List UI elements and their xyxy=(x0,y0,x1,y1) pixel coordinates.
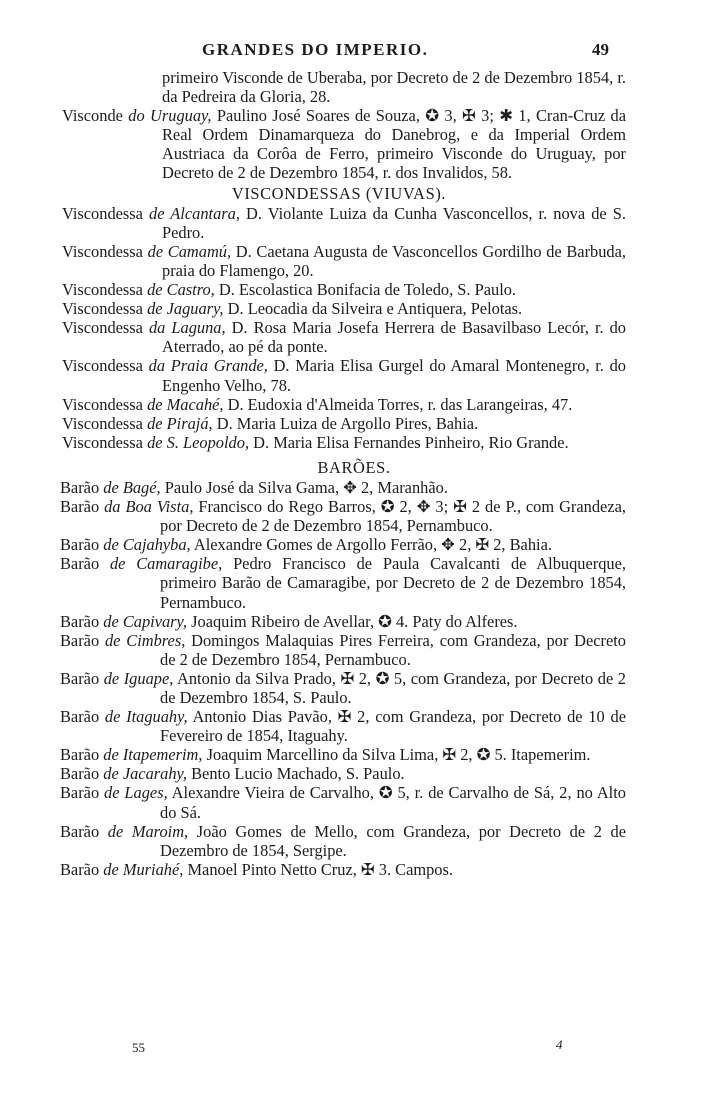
entry-text: Bento Lucio Machado, S. Paulo. xyxy=(191,764,405,784)
entry-label: Barão xyxy=(60,630,100,650)
list-item xyxy=(52,669,626,707)
list-item xyxy=(52,414,626,433)
entry-title: de S. Leopoldo, xyxy=(147,432,250,452)
entry-label: Barão xyxy=(60,554,100,574)
list-item xyxy=(52,478,626,497)
entry-text: D. Maria Elisa Gurgel do Amaral Montenegro, r. do Engenho Velho, 78. xyxy=(162,356,626,395)
entry-title: de Cajahyba, xyxy=(103,535,191,555)
entry-text: Antonio da Silva Prado, ✠ 2, ✪ 5, com Grandeza, por Decreto de 2 de Dezembro 1854, S. Paulo. xyxy=(160,668,626,707)
list-item xyxy=(52,395,626,414)
entry-title: de Lages, xyxy=(104,783,168,803)
entry-title: do Uruguay, xyxy=(128,106,212,126)
list-item xyxy=(52,497,626,535)
entry-label: Viscondessa xyxy=(62,413,143,433)
entry-text: Paulino José Soares de Souza, ✪ 3, ✠ 3; ✱ 1, Cran-Cruz da Real Ordem Dinamarqueza do Danebrog, e da Imperial Ordem Austriaca da Corôa de Ferro, primeiro Visconde do Uruguay, por Decreto de 2 de Dezembro 1854, r. dos Invalidos, 58. xyxy=(162,106,626,183)
list-item xyxy=(52,822,626,860)
entry-label: Viscondessa xyxy=(62,299,143,319)
list-item xyxy=(52,707,626,745)
entry-label: Viscondessa xyxy=(62,394,143,414)
entry-text: Alexandre Vieira de Carvalho, ✪ 5, r. de Carvalho de Sá, 2, no Alto do Sá. xyxy=(160,783,626,822)
entry-title: de Capivary, xyxy=(103,611,188,631)
list-item xyxy=(52,356,626,394)
entry-title: de Jacarahy, xyxy=(103,764,187,784)
page-body xyxy=(52,68,626,879)
list-item xyxy=(52,242,626,280)
page-number: 49 xyxy=(592,40,609,59)
list-item xyxy=(52,745,626,764)
entry-title: de Macahé, xyxy=(147,394,224,414)
entry-title: de Pirajá, xyxy=(147,413,213,433)
baroes-heading: BARÕES. xyxy=(317,457,391,477)
entry-label: Barão xyxy=(60,764,100,784)
entry-text: D. Rosa Maria Josefa Herrera de Basavilbaso Lecór, r. do Aterrado, ao pé da ponte. xyxy=(162,318,627,357)
viscondessas-heading: VISCONDESSAS (VIUVAS). xyxy=(231,183,447,203)
entry-text: Joaquim Ribeiro de Avellar, ✪ 4. Paty do Alferes. xyxy=(191,611,518,631)
entry-text: D. Eudoxia d'Almeida Torres, r. das Larangeiras, 47. xyxy=(227,394,573,414)
entry-text: D. Leocadia da Silveira e Antiquera, Pelotas. xyxy=(227,299,523,319)
entry-label: Barão xyxy=(60,859,100,879)
entry-label: Barão xyxy=(60,821,100,841)
entry-title: de Iguape, xyxy=(103,668,174,688)
entry-label: Barão xyxy=(60,535,100,555)
entry-title: de Itapemerim, xyxy=(103,745,203,765)
entry-title: de Camamú, xyxy=(147,241,232,261)
entry-title: de Maroim, xyxy=(107,821,189,841)
entry-label: Viscondessa xyxy=(62,203,143,223)
list-item xyxy=(52,204,626,242)
list-item xyxy=(52,631,626,669)
list-item xyxy=(52,318,626,356)
list-item xyxy=(52,433,626,452)
entry-text: Alexandre Gomes de Argollo Ferrão, ✥ 2, ✠ 2, Bahia. xyxy=(193,535,552,555)
entry-text: Joaquim Marcellino da Silva Lima, ✠ 2, ✪ 5. Itapemerim. xyxy=(206,745,591,765)
entry-text: Manoel Pinto Netto Cruz, ✠ 3. Campos. xyxy=(187,859,453,879)
gathering-mark: 4 xyxy=(556,1037,563,1052)
entry-text: D. Violante Luiza da Cunha Vasconcellos, r. nova de S. Pedro. xyxy=(162,203,626,242)
entry-text: Domingos Malaquias Pires Ferreira, com Grandeza, por Decreto de 2 de Dezembro 1854, Pernambuco. xyxy=(160,630,626,669)
entry-title: de Bagé, xyxy=(103,477,161,497)
visconde-entry xyxy=(52,106,626,182)
list-item xyxy=(52,299,626,318)
continuation-paragraph: primeiro Visconde de Uberaba, por Decreto de 2 de Dezembro 1854, r. da Pedreira da Gloria, 28. xyxy=(162,68,626,107)
entry-label: Viscondessa xyxy=(62,432,143,452)
entry-label: Barão xyxy=(60,745,100,765)
viscondessas-list xyxy=(52,204,626,452)
entry-title: da Laguna, xyxy=(148,318,226,338)
signature-mark: 55 xyxy=(132,1040,145,1055)
list-item xyxy=(52,783,626,821)
running-head: GRANDES DO IMPERIO. xyxy=(202,40,429,59)
list-item xyxy=(52,860,626,879)
entry-text: João Gomes de Mello, com Grandeza, por Decreto de 2 de Dezembro de 1854, Sergipe. xyxy=(160,821,626,860)
entry-title: de Cimbres, xyxy=(104,630,186,650)
entry-text: D. Maria Luiza de Argollo Pires, Bahia. xyxy=(216,413,479,433)
list-item xyxy=(52,764,626,783)
entry-label: Viscondessa xyxy=(62,318,143,338)
entry-label: Barão xyxy=(60,668,100,688)
entry-text: Pedro Francisco de Paula Cavalcanti de Albuquerque, primeiro Barão de Camaragibe, por Decreto de 2 de Dezembro 1854, Pernambuco. xyxy=(160,554,626,612)
entry-title: da Praia Grande, xyxy=(148,356,268,376)
entry-title: de Castro, xyxy=(147,280,215,300)
entry-text: D. Caetana Augusta de Vasconcellos Gordilho de Barbuda, praia do Flamengo, 20. xyxy=(162,241,626,280)
list-item xyxy=(52,280,626,299)
entry-text: D. Maria Elisa Fernandes Pinheiro, Rio Grande. xyxy=(253,432,569,452)
entry-text: Francisco do Rego Barros, ✪ 2, ✥ 3; ✠ 2 de P., com Grandeza, por Decreto de 2 de Dezembro 1854, Pernambuco. xyxy=(160,497,626,536)
entry-title: da Boa Vista, xyxy=(104,497,194,517)
entry-title: de Camaragibe, xyxy=(109,554,223,574)
entry-text: D. Escolastica Bonifacia de Toledo, S. Paulo. xyxy=(218,280,517,300)
entry-title: de Itaguahy, xyxy=(104,707,188,727)
entry-label: Barão xyxy=(60,707,100,727)
list-item xyxy=(52,612,626,631)
entry-title: de Jaguary, xyxy=(147,299,224,319)
entry-label: Barão xyxy=(60,783,100,803)
entry-label: Barão xyxy=(60,497,100,517)
entry-label: Viscondessa xyxy=(62,280,143,300)
entry-title: de Muriahé, xyxy=(103,859,184,879)
list-item xyxy=(52,554,626,611)
entry-text: Paulo José da Silva Gama, ✥ 2, Maranhão. xyxy=(164,477,448,497)
entry-text: Antonio Dias Pavão, ✠ 2, com Grandeza, por Decreto de 10 de Fevereiro de 1854, Itaguahy. xyxy=(160,707,626,746)
list-item xyxy=(52,535,626,554)
entry-label: Visconde xyxy=(62,106,123,126)
entry-label: Viscondessa xyxy=(62,356,143,376)
entry-title: de Alcantara, xyxy=(149,203,240,223)
baroes-list xyxy=(52,478,626,879)
entry-label: Barão xyxy=(60,477,100,497)
entry-label: Barão xyxy=(60,611,100,631)
entry-label: Viscondessa xyxy=(62,241,143,261)
